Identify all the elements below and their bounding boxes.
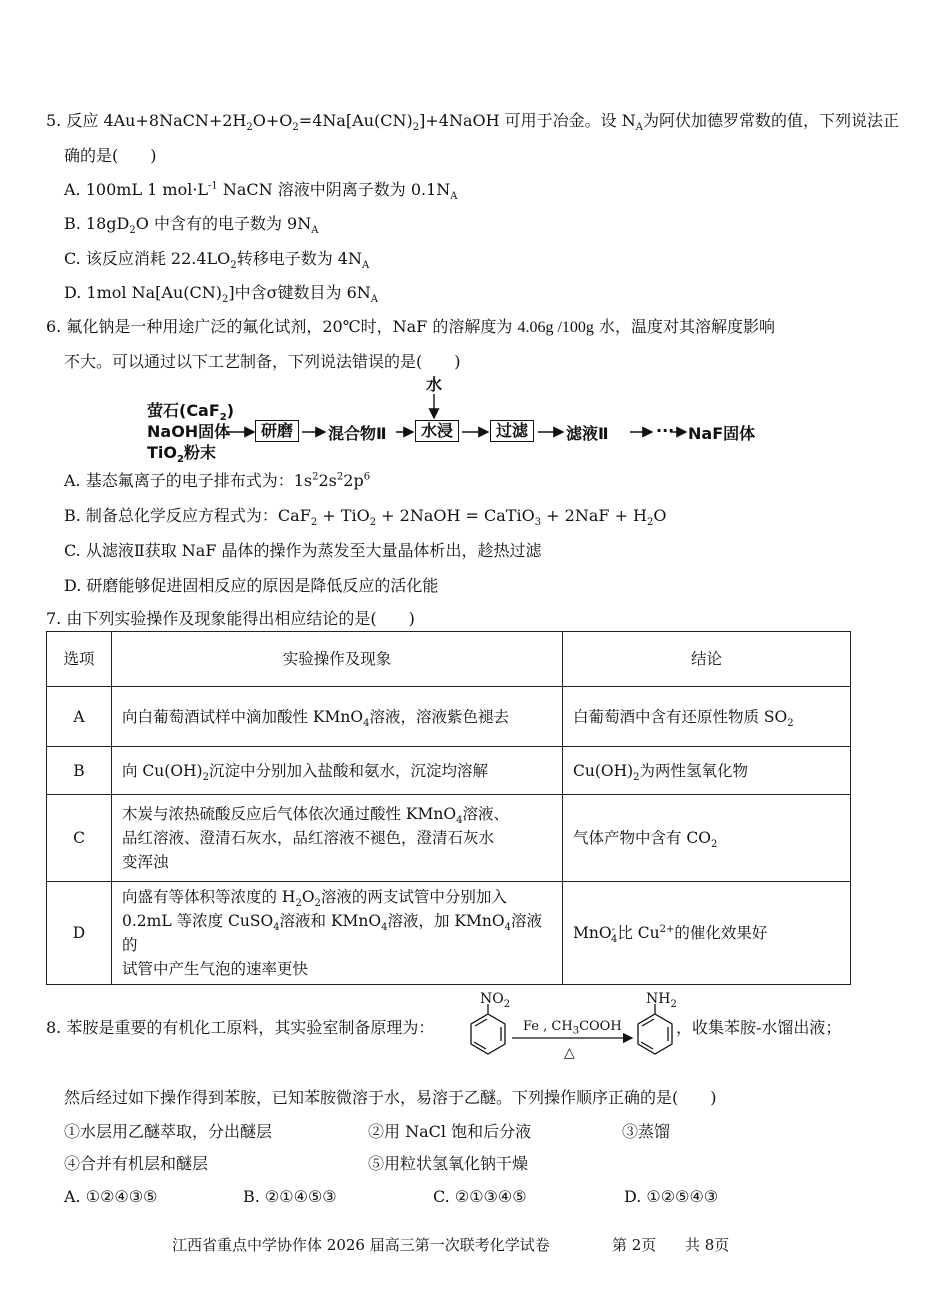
q8-step-1: ①水层用乙醚萃取，分出醚层 bbox=[64, 1122, 273, 1141]
q7-table bbox=[46, 631, 851, 985]
q5-option-a: A. 100mL 1 $mol\cdot L^{-1}$ NaCN 溶液中阴离子数为 $0.1N_A$ bbox=[64, 180, 458, 203]
flow-input-fluorite: 萤石(CaF$_2$) bbox=[147, 401, 235, 424]
q8-option-a: A. ①②④③⑤ bbox=[64, 1187, 158, 1206]
footer-total-pages: 共 8页 bbox=[685, 1236, 730, 1254]
option-cell: B bbox=[47, 747, 112, 795]
q8-option-d: D. ①②⑤④③ bbox=[624, 1187, 719, 1206]
q6-option-b: B. 制备总化学反应方程式为：CaF$_2$ + TiO$_2$ + 2NaOH = CaTiO$_3$ + $2NaF + H_2O$ bbox=[64, 506, 667, 529]
operation-cell: 向白葡萄酒试样中滴加酸性 KMnO$_4$溶液，溶液紫色褪去 bbox=[112, 687, 563, 747]
conclusion-cell: 白葡萄酒中含有还原性物质 $SO_2$ bbox=[563, 687, 851, 747]
operation-cell: 木炭与浓热硫酸反应后气体依次通过酸性 KMnO$_4$溶液、 品红溶液、澄清石灰水，品红溶液不褪色，澄清石灰水 变浑浊 bbox=[112, 795, 563, 882]
flow-arrows bbox=[0, 0, 950, 480]
nitro-group-label: $NO_2$ bbox=[480, 991, 511, 1010]
conclusion-cell: $Cu(OH)_2$为两性氢氧化物 bbox=[563, 747, 851, 795]
q8-stem-line1-end: ，收集苯胺-水馏出液； bbox=[676, 1018, 842, 1037]
q5-stem-line2: 确的是( ) bbox=[64, 146, 157, 165]
flow-step-leaching: 水浸 bbox=[415, 420, 459, 442]
operation-cell: 向盛有等体积等浓度的 $H_2O_2$溶液的两支试管中分别加入 0.2mL 等浓度 CuSO$_4$溶液和 KMnO$_4$溶液，加 KMnO$_4$溶液的 试管中产生气泡的速率更快 bbox=[112, 882, 563, 985]
table-header-row bbox=[47, 632, 851, 687]
flow-mixture: 混合物Ⅱ bbox=[328, 424, 387, 443]
table-row bbox=[47, 882, 851, 985]
q8-option-b: B. ②①④⑤③ bbox=[243, 1187, 337, 1206]
flow-input-naoh: NaOH固体 bbox=[147, 422, 231, 441]
q8-stem-line1-start: 8. 苯胺是重要的有机化工原料，其实验室制备原理为： bbox=[46, 1018, 435, 1037]
option-cell: D bbox=[47, 882, 112, 985]
flow-water-label: 水 bbox=[426, 375, 443, 394]
q5-option-d: D. 1mol $Na[Au(CN)_2]$中含σ键数目为 $6N_A$ bbox=[64, 283, 379, 306]
table-header-cell: 结论 bbox=[563, 632, 851, 687]
q8-step-5: ⑤用粒状氢氧化钠干燥 bbox=[368, 1154, 529, 1173]
footer-page-number: 第 2页 bbox=[612, 1236, 657, 1254]
q6-option-d: D. 研磨能够促进固相反应的原因是降低反应的活化能 bbox=[64, 576, 439, 595]
conclusion-cell: 气体产物中含有 $CO_2$ bbox=[563, 795, 851, 882]
conclusion-cell: MnO-$_4$比 $Cu^{2+}$的催化效果好 bbox=[563, 882, 851, 985]
option-cell: A bbox=[47, 687, 112, 747]
flow-ellipsis: ··· bbox=[656, 421, 675, 440]
operation-cell: 向 $Cu(OH)_2$沉淀中分别加入盐酸和氨水，沉淀均溶解 bbox=[112, 747, 563, 795]
q5-option-c: C. 该反应消耗 $22.4LO_2$转移电子数为 $4N_A$ bbox=[64, 249, 370, 272]
footer-title: 江西省重点中学协作体 2026 届高三第一次联考化学试卷 bbox=[172, 1236, 550, 1254]
option-cell: C bbox=[47, 795, 112, 882]
q6-option-c: C. 从滤液Ⅱ获取 NaF 晶体的操作为蒸发至大量晶体析出，趁热过滤 bbox=[64, 541, 542, 560]
table-row bbox=[47, 747, 851, 795]
reaction-structures bbox=[460, 1000, 690, 1070]
table-row bbox=[47, 687, 851, 747]
q5-stem-line1: 5. 反应 $4Au+8NaCN+2H_2O+O_2=4Na[Au(CN)_2]+4NaOH$ 可用于冶金。设 $N_A$为阿伏加德罗常数的值，下列说法正 bbox=[46, 111, 899, 134]
flow-output-naf: NaF固体 bbox=[688, 424, 756, 443]
q8-step-4: ④合并有机层和醚层 bbox=[64, 1154, 209, 1173]
q6-option-a: A. 基态氟离子的电子排布式为：$1s^22s^22p^6$ bbox=[64, 471, 371, 490]
flow-filtrate: 滤液Ⅱ bbox=[566, 424, 609, 443]
q5-option-b: B. $18gD_2O$ 中含有的电子数为 $9N_A$ bbox=[64, 214, 319, 237]
q8-step-2: ②用 NaCl 饱和后分液 bbox=[368, 1122, 532, 1141]
aniline-ring bbox=[638, 1004, 672, 1054]
flow-input-tio2: TiO$_2$粉末 bbox=[147, 443, 216, 466]
q8-step-3: ③蒸馏 bbox=[622, 1122, 671, 1141]
flow-step-filtering: 过滤 bbox=[490, 420, 534, 442]
amine-group-label: $NH_2$ bbox=[646, 991, 677, 1010]
q7-stem: 7. 由下列实验操作及现象能得出相应结论的是( ) bbox=[46, 609, 415, 628]
table-header-cell: 实验操作及现象 bbox=[112, 632, 563, 687]
reaction-condition: Fe , $CH_3COOH$ bbox=[523, 1019, 622, 1037]
flow-step-grinding: 研磨 bbox=[255, 420, 299, 442]
table-row bbox=[47, 795, 851, 882]
q8-option-c: C. ②①③④⑤ bbox=[433, 1187, 527, 1206]
q6-stem-line2: 不大。可以通过以下工艺制备，下列说法错误的是( ) bbox=[64, 352, 461, 371]
nitrobenzene-ring bbox=[471, 1004, 505, 1054]
q8-stem-line2: 然后经过如下操作得到苯胺，已知苯胺微溶于水，易溶于乙醚。下列操作顺序正确的是( ) bbox=[64, 1088, 717, 1107]
q6-stem-line1: 6. 氟化钠是一种用途广泛的氟化试剂，20℃时，NaF 的溶解度为 4.06g /100g 水，温度对其溶解度影响 bbox=[46, 317, 775, 336]
heat-symbol: △ bbox=[564, 1045, 575, 1061]
table-header-cell: 选项 bbox=[47, 632, 112, 687]
